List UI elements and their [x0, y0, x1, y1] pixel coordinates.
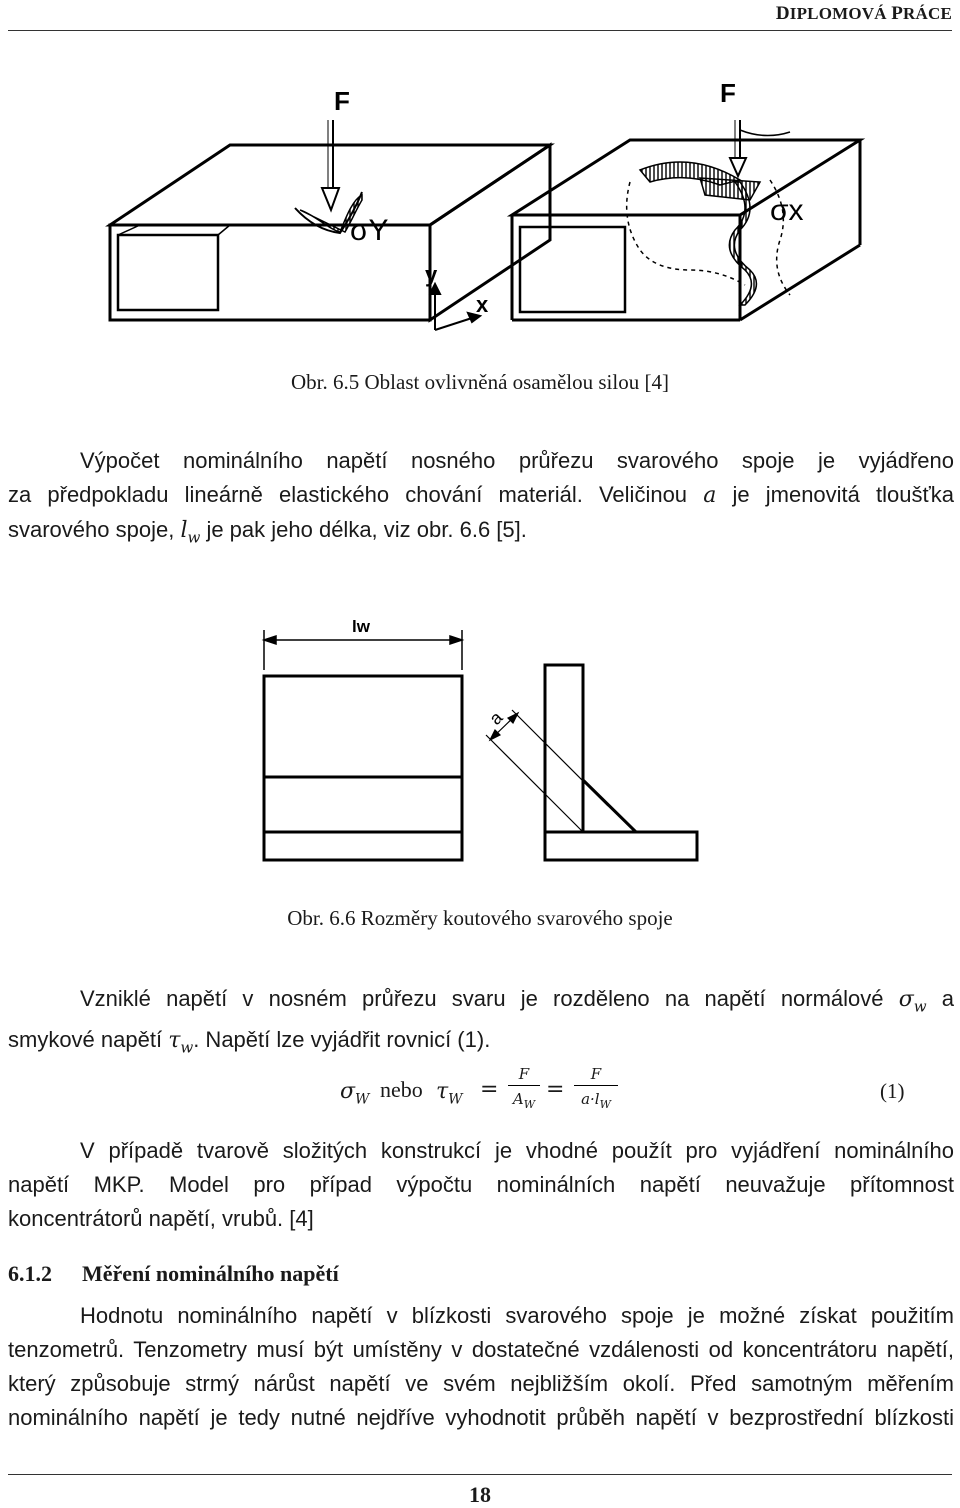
eq-fraction-2 [574, 1065, 618, 1111]
paragraph-4-line-3: který způsobuje strmý nárůst napětí ve svém nejbližším okolí. Před samotným měřením [8, 1371, 954, 1396]
text-span: Vzniklé napětí v nosném průřezu svaru je rozděleno na napětí normálové [80, 986, 899, 1011]
eq-tau [436, 1079, 463, 1107]
section-title: Měření nominálního napětí [82, 1261, 339, 1286]
var-l: l [180, 518, 188, 543]
paragraph-1-line-1 [8, 444, 954, 478]
paragraph-4-line-1 [8, 1299, 954, 1333]
dimension-lw [264, 630, 462, 670]
text-span: V případě tvarově složitých konstrukcí je vhodné použít pro vyjádření nominálního [80, 1138, 954, 1163]
eq-fraction-2-numerator: F [574, 1065, 618, 1086]
figure-6-5-illustration [100, 70, 870, 360]
eq-sigma-subscript: W [355, 1091, 370, 1108]
figure-6-5-caption: Obr. 6.5 Oblast ovlivněná osamělou silou [4] [291, 370, 669, 394]
force-label-left: F [334, 86, 350, 116]
text-span: a [926, 986, 954, 1011]
footer-rule [8, 1474, 952, 1475]
text-span: smykové napětí [8, 1027, 169, 1053]
paragraph-4-line-4: nominálního napětí je tedy nutné nejdříve vyhodnotit průběh napětí v bezprostřední blízkosti [8, 1405, 954, 1430]
var-tau-subscript: w [180, 1038, 194, 1057]
page-header [776, 3, 952, 25]
var-sigma: σ [898, 987, 914, 1012]
paragraph-2-line-1 [8, 982, 954, 1023]
paragraph-3-line-1 [8, 1134, 954, 1168]
text-span: je pak jeho délka, viz obr. 6.6 [5]. [200, 517, 527, 542]
paragraph-3 [8, 1134, 954, 1236]
eq-fraction-1-den-subscript: W [523, 1098, 536, 1111]
figure-6-6-caption: Obr. 6.6 Rozměry koutového svarového spoje [287, 906, 673, 930]
eq-fraction-2-denominator [574, 1086, 618, 1111]
eq-tau-subscript: W [448, 1091, 463, 1108]
eq-tau-symbol: τ [436, 1079, 449, 1104]
eq-sigma [340, 1079, 369, 1107]
text-span: svarového spoje, [8, 517, 181, 542]
paragraph-3-line-2: napětí MKP. Model pro případ výpočtu nominálních napětí neuvažuje přítomnost [8, 1172, 954, 1197]
text-span: za předpokladu lineárně elastického chování materiál. Veličinou [8, 482, 704, 507]
equation-number: (1) [880, 1079, 905, 1103]
var-tau: τ [168, 1028, 181, 1054]
sigma-x-label: σx [770, 194, 804, 227]
paragraph-4-line-2: tenzometrů. Tenzometry musí být umístěny v dostatečné vzdálenosti od koncentrátoru napětí, [8, 1337, 954, 1362]
sigma-x-stress-distribution [627, 130, 790, 305]
weld-side-view [545, 665, 697, 860]
var-a: a [703, 483, 717, 508]
paragraph-1 [8, 444, 954, 554]
paragraph-1-line-3 [8, 513, 954, 554]
section-number: 6.1.2 [8, 1261, 52, 1286]
weld-front-view [264, 676, 462, 860]
force-arrow-right [730, 120, 746, 176]
var-l-subscript: w [187, 528, 201, 547]
paragraph-2-line-2 [8, 1023, 954, 1064]
eq-fraction-1-numerator: F [508, 1065, 540, 1086]
header-rule [8, 30, 952, 31]
eq-equals-2: = [546, 1077, 565, 1102]
var-sigma-subscript: w [913, 997, 927, 1016]
text-span: Výpočet nominálního napětí nosného průřezu svarového spoje je vyjádřeno [80, 448, 954, 473]
dimension-a-label: a [485, 707, 507, 729]
text-span: . Napětí lze vyjádřit rovnicí (1). [193, 1027, 491, 1053]
section-heading [8, 1261, 339, 1287]
header-text: IPLOMOVÁ [789, 4, 892, 23]
header-initial-2: P [891, 3, 904, 24]
eq-fraction-1 [508, 1065, 540, 1111]
text-span: je jmenovitá tloušťka [716, 482, 955, 507]
eq-fraction-1-denominator [508, 1086, 540, 1111]
header-initial: D [775, 3, 790, 24]
force-arrow-left [322, 120, 339, 210]
eq-fraction-1-den-symbol: A [512, 1090, 524, 1108]
text-span: Hodnotu nominálního napětí v blízkosti svarového spoje je možné získat použitím [80, 1303, 954, 1328]
eq-sigma-symbol: σ [340, 1079, 356, 1104]
eq-fraction-2-den-symbol: a·l [581, 1090, 600, 1108]
page-number: 18 [469, 1482, 491, 1507]
force-label-right: F [720, 78, 736, 108]
eq-fraction-2-den-subscript: W [599, 1098, 611, 1111]
figure-6-6-illustration [250, 610, 710, 870]
paragraph-1-line-2 [8, 478, 954, 513]
axis-x-label: x [476, 292, 489, 317]
axis-y-label: y [425, 262, 438, 287]
eq-equals-1: = [480, 1077, 499, 1102]
sigma-y-label: σY [350, 214, 389, 247]
dimension-a [486, 710, 608, 832]
eq-or-text: nebo [380, 1077, 423, 1102]
paragraph-3-line-3: koncentrátorů napětí, vrubů. [4] [8, 1206, 314, 1231]
paragraph-2 [8, 982, 954, 1065]
header-text-2: RÁCE [903, 4, 952, 23]
paragraph-4 [8, 1299, 954, 1435]
dimension-lw-label: lw [352, 617, 370, 636]
